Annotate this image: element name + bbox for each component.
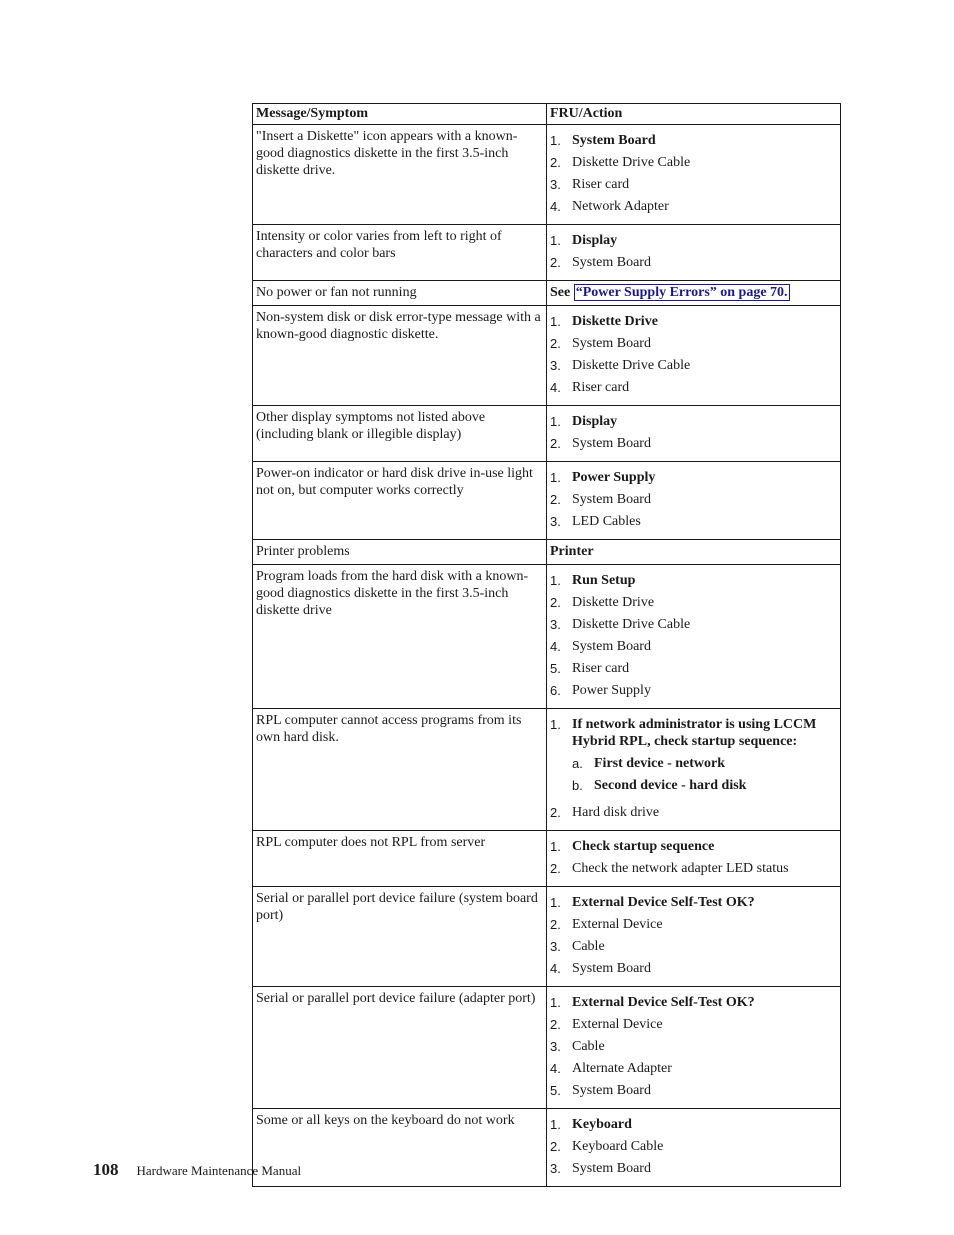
symptom-cell: RPL computer does not RPL from server [253, 831, 547, 887]
list-item-number: 6. [550, 683, 561, 698]
list-item [550, 1138, 837, 1155]
list-item [550, 682, 837, 699]
list-item-body [572, 1138, 837, 1155]
list-item-number: 1. [550, 717, 561, 732]
symptom-cell: Other display symptoms not listed above (including blank or illegible display) [253, 406, 547, 462]
list-item-body [572, 594, 837, 611]
list-item-number: 4. [550, 639, 561, 654]
list-item-body [572, 232, 837, 249]
list-item-number: 2. [550, 155, 561, 170]
action-cell [547, 540, 841, 565]
list-item-body [572, 616, 837, 633]
list-item-number: 3. [550, 939, 561, 954]
list-item [550, 660, 837, 677]
list-item-text: System Board [572, 255, 651, 270]
list-item [550, 716, 837, 799]
list-item-text: External Device [572, 917, 663, 932]
fru-action-list [550, 712, 837, 821]
list-item-number: 1. [550, 573, 561, 588]
list-item [550, 960, 837, 977]
list-item [550, 435, 837, 452]
table-row [253, 887, 841, 987]
list-item-number: 3. [550, 617, 561, 632]
list-item-text: Cable [572, 1039, 605, 1054]
list-item-body [572, 435, 837, 452]
table-row [253, 406, 841, 462]
list-item-text: Diskette Drive Cable [572, 358, 691, 373]
symptom-cell: Serial or parallel port device failure (system board port) [253, 887, 547, 987]
list-item-body [572, 313, 837, 330]
list-item-text: Hard disk drive [572, 805, 660, 820]
list-item-text: Riser card [572, 661, 630, 676]
list-item-body [572, 1038, 837, 1055]
list-item-text: System Board [572, 492, 651, 507]
list-item-body [572, 413, 837, 430]
symptom-cell: Power-on indicator or hard disk drive in-use light not on, but computer works correctly [253, 462, 547, 540]
fru-action-list [550, 228, 837, 271]
list-item-body [572, 469, 837, 486]
header-symptom: Message/Symptom [253, 104, 547, 125]
fru-action-list [550, 834, 837, 877]
list-item-body [572, 254, 837, 271]
list-item-text: External Device Self-Test OK? [572, 995, 755, 1010]
symptom-cell: No power or fan not running [253, 281, 547, 306]
list-item-number: 5. [550, 1083, 561, 1098]
list-item [550, 838, 837, 855]
list-item-text: Keyboard Cable [572, 1139, 664, 1154]
list-item-number: 3. [550, 514, 561, 529]
list-item-number: 2. [550, 436, 561, 451]
list-item-text: LED Cables [572, 514, 641, 529]
list-item-number: 5. [550, 661, 561, 676]
list-item-body [572, 1116, 837, 1133]
list-item-text: Cable [572, 939, 605, 954]
table-row [253, 125, 841, 225]
sub-list-item-letter: a. [572, 756, 583, 771]
list-item [550, 616, 837, 633]
action-cell [547, 125, 841, 225]
table-row [253, 565, 841, 709]
list-item [550, 491, 837, 508]
list-item [550, 232, 837, 249]
fru-table [252, 103, 841, 1187]
list-item-text: Display [572, 414, 618, 429]
symptom-cell: Non-system disk or disk error-type message with a known-good diagnostic diskette. [253, 306, 547, 406]
sub-list [572, 755, 837, 794]
action-cell [547, 1109, 841, 1187]
list-item-body [572, 660, 837, 677]
symptom-cell: Intensity or color varies from left to right of characters and color bars [253, 225, 547, 281]
list-item-body [572, 154, 837, 171]
list-item-text: System Board [572, 639, 651, 654]
fru-action-list [550, 1112, 837, 1177]
list-item-text: If network administrator is using LCCM Hybrid RPL, check startup sequence: [572, 717, 817, 749]
list-item-body [572, 682, 837, 699]
list-item-number: 1. [550, 839, 561, 854]
header-action: FRU/Action [547, 104, 841, 125]
action-cell [547, 225, 841, 281]
sub-list-item [572, 777, 837, 794]
list-item-body [572, 1160, 837, 1177]
list-item [550, 1160, 837, 1177]
list-item-body [572, 916, 837, 933]
fru-action-list [550, 128, 837, 215]
list-item-text: Diskette Drive [572, 595, 655, 610]
list-item [550, 254, 837, 271]
list-item [550, 379, 837, 396]
list-item-text: Diskette Drive Cable [572, 617, 691, 632]
list-item [550, 1116, 837, 1133]
list-item-text: System Board [572, 336, 651, 351]
list-item-number: 2. [550, 805, 561, 820]
list-item-body [572, 1082, 837, 1099]
power-supply-errors-link[interactable]: “Power Supply Errors” on page 70. [575, 285, 788, 300]
symptom-cell: Some or all keys on the keyboard do not work [253, 1109, 547, 1187]
list-item [550, 638, 837, 655]
list-item-number: 1. [550, 233, 561, 248]
list-item-text: System Board [572, 436, 651, 451]
list-item-text: System Board [572, 961, 651, 976]
list-item [550, 132, 837, 149]
list-item-number: 2. [550, 595, 561, 610]
list-item-number: 4. [550, 1061, 561, 1076]
fru-action-list [550, 309, 837, 396]
list-item-number: 1. [550, 470, 561, 485]
list-item [550, 994, 837, 1011]
sub-list-item [572, 755, 837, 772]
list-item-text: Diskette Drive Cable [572, 155, 691, 170]
list-item-text: Power Supply [572, 470, 656, 485]
list-item-body [572, 894, 837, 911]
list-item-text: External Device [572, 1017, 663, 1032]
list-item-body [572, 379, 837, 396]
symptom-cell: Printer problems [253, 540, 547, 565]
action-text: Printer [550, 544, 594, 559]
list-item [550, 916, 837, 933]
action-cell [547, 462, 841, 540]
action-cell [547, 306, 841, 406]
list-item-body [572, 176, 837, 193]
action-cell [547, 887, 841, 987]
list-item-number: 2. [550, 1139, 561, 1154]
sub-list-item-text: Second device - hard disk [594, 778, 747, 793]
action-cell [547, 709, 841, 831]
list-item-body [572, 132, 837, 149]
symptom-cell: RPL computer cannot access programs from its own hard disk. [253, 709, 547, 831]
table-row [253, 987, 841, 1109]
list-item [550, 357, 837, 374]
table-body [253, 125, 841, 1187]
list-item-text: System Board [572, 1161, 651, 1176]
list-item-number: 4. [550, 961, 561, 976]
table-row [253, 540, 841, 565]
list-item-body [572, 960, 837, 977]
list-item-text: Power Supply [572, 683, 651, 698]
list-item-text: External Device Self-Test OK? [572, 895, 755, 910]
list-item-number: 2. [550, 255, 561, 270]
list-item-text: Check the network adapter LED status [572, 861, 789, 876]
list-item [550, 469, 837, 486]
list-item-number: 2. [550, 1017, 561, 1032]
list-item-number: 1. [550, 414, 561, 429]
list-item [550, 1082, 837, 1099]
list-item-text: Riser card [572, 380, 630, 395]
list-item-text: System Board [572, 1083, 651, 1098]
action-cell [547, 987, 841, 1109]
list-item-text: Diskette Drive [572, 314, 658, 329]
table-row [253, 831, 841, 887]
fru-action-list [550, 568, 837, 699]
fru-action-list [550, 409, 837, 452]
list-item [550, 313, 837, 330]
list-item-text: Check startup sequence [572, 839, 715, 854]
list-item-body [572, 1016, 837, 1033]
list-item-body [572, 1060, 837, 1077]
action-cell [547, 281, 841, 306]
table-row [253, 281, 841, 306]
list-item [550, 594, 837, 611]
list-item [550, 176, 837, 193]
list-item-number: 3. [550, 1161, 561, 1176]
list-item-body [572, 938, 837, 955]
symptom-cell: "Insert a Diskette" icon appears with a known-good diagnostics diskette in the first 3.5-inch diskette drive. [253, 125, 547, 225]
symptom-cell: Serial or parallel port device failure (adapter port) [253, 987, 547, 1109]
list-item-number: 2. [550, 492, 561, 507]
sub-list-item-letter: b. [572, 778, 583, 793]
list-item-body [572, 335, 837, 352]
list-item-number: 3. [550, 177, 561, 192]
sub-list-item-text: First device - network [594, 756, 726, 771]
list-item-number: 3. [550, 358, 561, 373]
table-row [253, 225, 841, 281]
table-header-row [253, 104, 841, 125]
list-item-number: 1. [550, 1117, 561, 1132]
page-footer [93, 1160, 301, 1180]
list-item-text: Display [572, 233, 618, 248]
list-item-body [572, 638, 837, 655]
action-cell [547, 406, 841, 462]
list-item [550, 1060, 837, 1077]
list-item [550, 1038, 837, 1055]
list-item-number: 1. [550, 133, 561, 148]
list-item-number: 1. [550, 895, 561, 910]
list-item-text: Run Setup [572, 573, 636, 588]
list-item [550, 198, 837, 215]
list-item [550, 154, 837, 171]
table-row [253, 306, 841, 406]
list-item [550, 894, 837, 911]
list-item [550, 335, 837, 352]
fru-action-list [550, 465, 837, 530]
symptom-cell: Program loads from the hard disk with a known-good diagnostics diskette in the first 3.5-inch diskette drive [253, 565, 547, 709]
list-item-body [572, 513, 837, 530]
fru-action-list [550, 890, 837, 977]
list-item [550, 572, 837, 589]
action-cell [547, 831, 841, 887]
list-item-body [572, 838, 837, 855]
list-item-number: 2. [550, 336, 561, 351]
table-row [253, 1109, 841, 1187]
list-item-body [572, 804, 837, 821]
list-item-number: 4. [550, 380, 561, 395]
list-item-number: 1. [550, 995, 561, 1010]
list-item-body [572, 572, 837, 589]
list-item [550, 938, 837, 955]
list-item-number: 1. [550, 314, 561, 329]
list-item [550, 860, 837, 877]
list-item-text: System Board [572, 133, 656, 148]
list-item-body [572, 860, 837, 877]
list-item-body [572, 357, 837, 374]
list-item [550, 1016, 837, 1033]
list-item [550, 804, 837, 821]
list-item-text: Network Adapter [572, 199, 669, 214]
table-row [253, 462, 841, 540]
see-prefix: See [550, 285, 571, 300]
list-item-text: Riser card [572, 177, 630, 192]
list-item [550, 413, 837, 430]
list-item-body [572, 491, 837, 508]
list-item-number: 3. [550, 1039, 561, 1054]
fru-action-list [550, 990, 837, 1099]
table-row [253, 709, 841, 831]
list-item-body [572, 198, 837, 215]
list-item-number: 2. [550, 917, 561, 932]
list-item-text: Alternate Adapter [572, 1061, 672, 1076]
list-item-number: 4. [550, 199, 561, 214]
list-item-number: 2. [550, 861, 561, 876]
list-item [550, 513, 837, 530]
action-cell [547, 565, 841, 709]
list-item-body [572, 994, 837, 1011]
manual-title: Hardware Maintenance Manual [136, 1163, 302, 1178]
list-item-body [572, 716, 837, 799]
page-number: 108 [93, 1160, 119, 1179]
list-item-text: Keyboard [572, 1117, 632, 1132]
